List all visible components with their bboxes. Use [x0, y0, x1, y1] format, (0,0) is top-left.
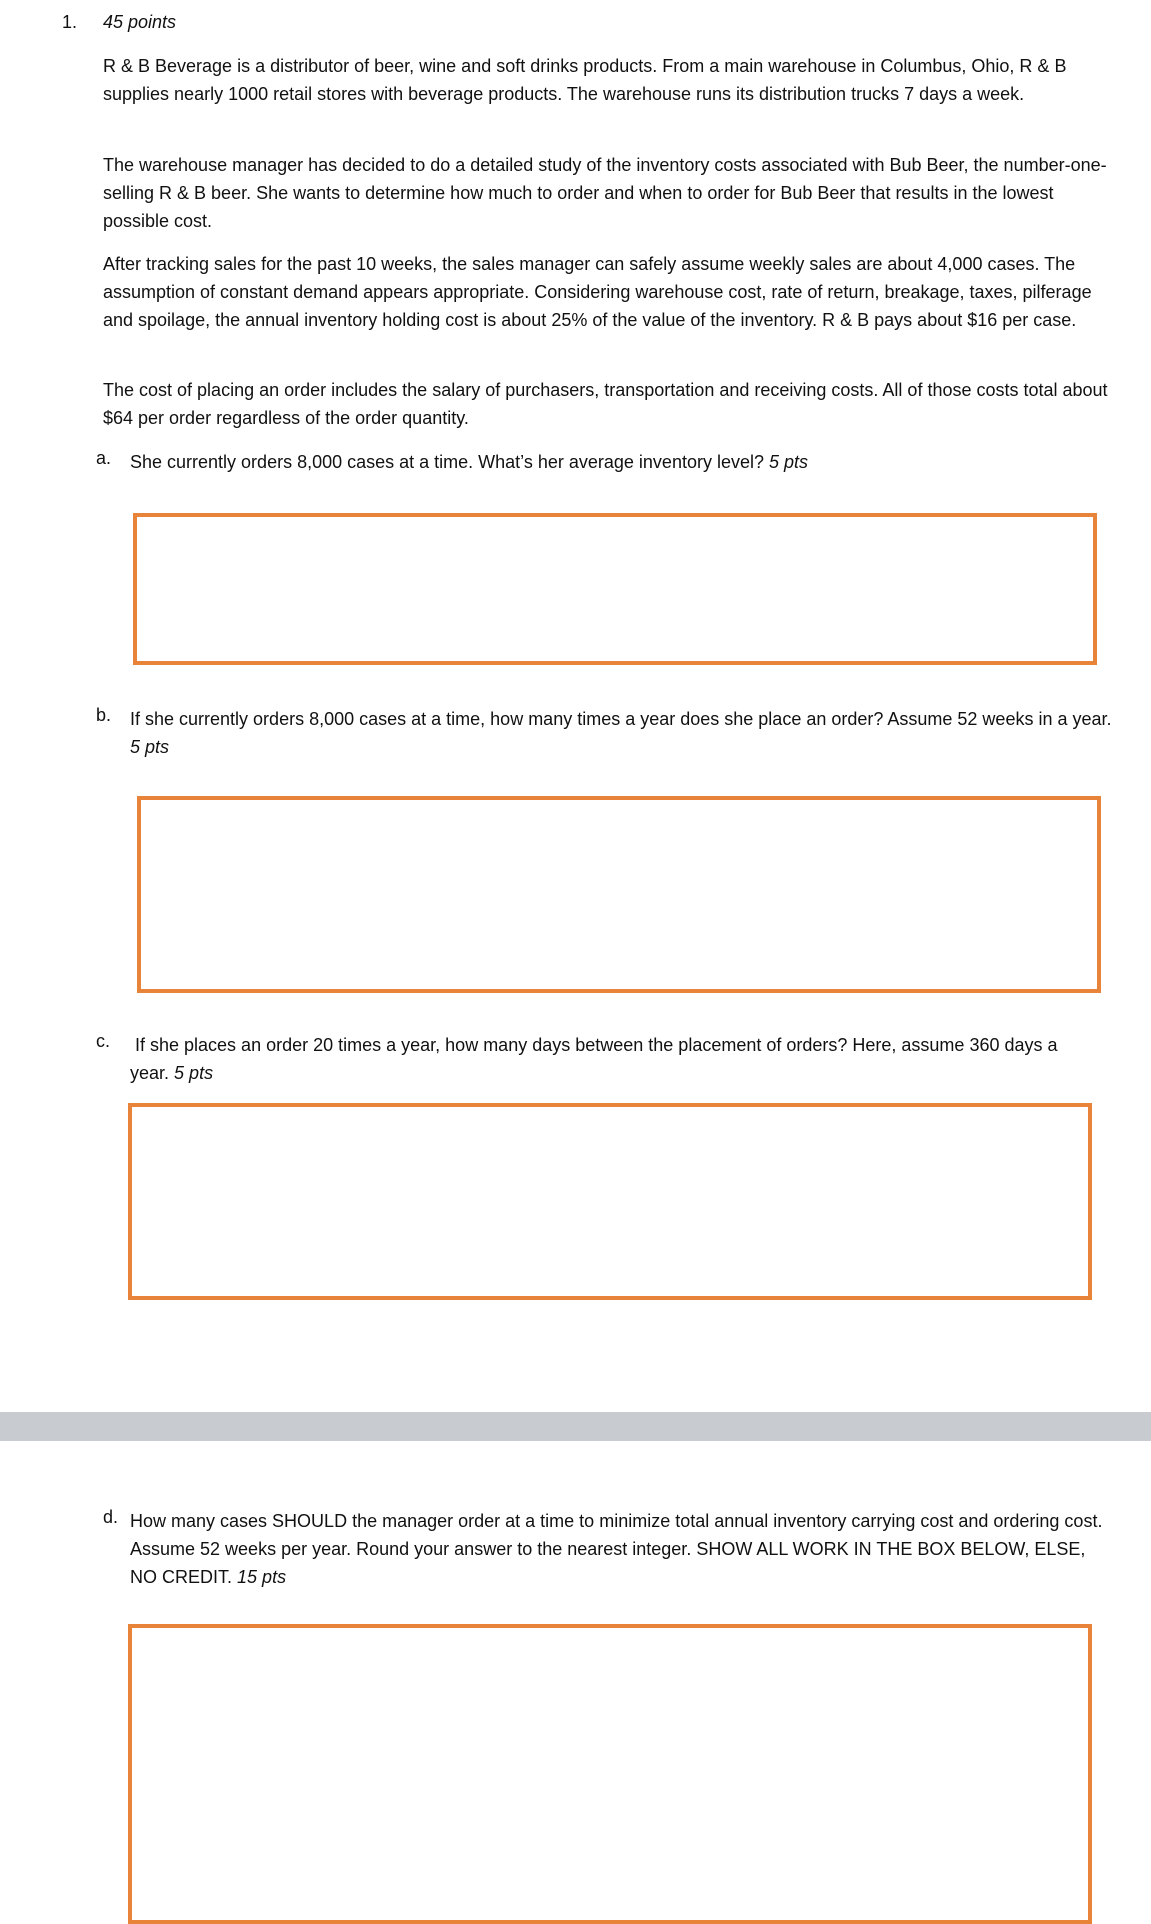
part-d-answer-box[interactable] [128, 1624, 1092, 1924]
part-b-points: 5 pts [130, 737, 170, 757]
part-d-letter: d. [103, 1507, 119, 1527]
part-d-prompt [130, 1507, 1115, 1591]
question-points: 45 points [103, 12, 177, 32]
part-b-letter: b. [96, 705, 112, 725]
part-c-letter: c. [96, 1031, 111, 1051]
intro-paragraph-2: The warehouse manager has decided to do a detailed study of the inventory costs associated with Bub Beer, the number-one-selling R & B beer. She wants to determine how much to order and when to order for Bub Beer that results in the lowest possible cost. [103, 155, 1107, 231]
page-break [0, 1412, 1151, 1441]
part-b-answer-box[interactable] [137, 796, 1101, 993]
intro-paragraph-3: After tracking sales for the past 10 weeks, the sales manager can safely assume weekly sales are about 4,000 cases. The assumption of constant demand appears appropriate. Considering warehouse cost, rate of return, breakage, taxes, pilferage and spoilage, the annual inventory holding cost is about 25% of the value of the inventory. R & B pays about $16 per case. [103, 254, 1092, 330]
part-a-answer-box[interactable] [133, 513, 1097, 665]
part-a-prompt [130, 448, 1130, 476]
part-a-points: 5 pts [769, 452, 809, 472]
part-b-text: If she currently orders 8,000 cases at a time, how many times a year does she place an order? Assume 52 weeks in a year. [130, 709, 1112, 729]
part-c-points: 5 pts [174, 1063, 214, 1083]
intro-paragraph-4: The cost of placing an order includes the salary of purchasers, transportation and receiving costs. All of those costs total about $64 per order regardless of the order quantity. [103, 380, 1108, 428]
question-number: 1. [62, 12, 78, 32]
part-d-text: How many cases SHOULD the manager order at a time to minimize total annual inventory carrying cost and ordering cost. Assume 52 weeks per year. Round your answer to the nearest integer. SHOW ALL WORK IN THE BOX BELOW, ELSE, NO CREDIT. [130, 1511, 1103, 1587]
intro-paragraph-1: R & B Beverage is a distributor of beer, wine and soft drinks products. From a main warehouse in Columbus, Ohio, R & B supplies nearly 1000 retail stores with beverage products. The warehouse runs its distribution trucks 7 days a week. [103, 56, 1067, 104]
part-a-letter: a. [96, 448, 112, 468]
part-a-text: She currently orders 8,000 cases at a time. What’s her average inventory level? [130, 452, 764, 472]
part-b-prompt [130, 705, 1115, 761]
part-c-prompt [130, 1031, 1095, 1087]
part-c-answer-box[interactable] [128, 1103, 1092, 1300]
part-d-points: 15 pts [237, 1567, 287, 1587]
part-c-text: If she places an order 20 times a year, how many days between the placement of orders? Here, assume 360 days a year. [130, 1035, 1058, 1083]
